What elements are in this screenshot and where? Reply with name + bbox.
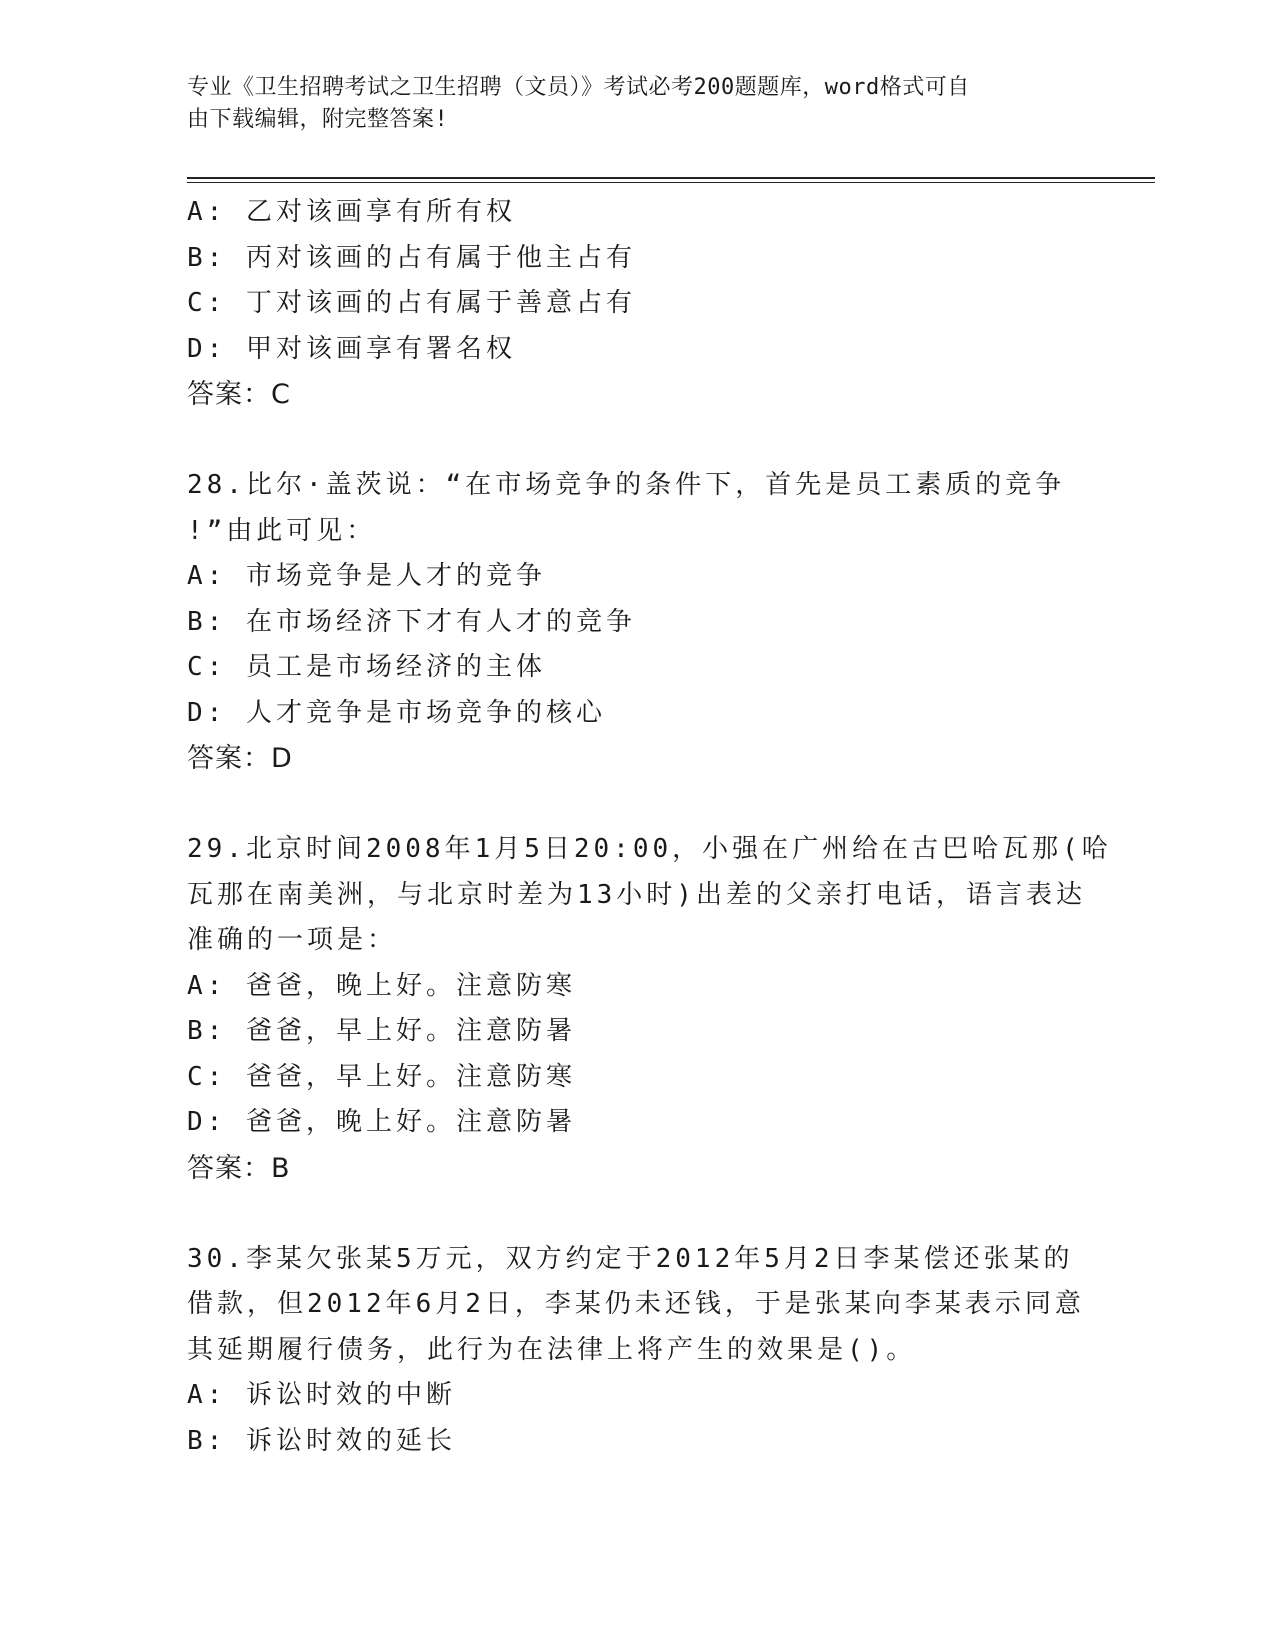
- option-a: A: 爸爸，晚上好。注意防寒: [187, 970, 576, 1001]
- document-header: [187, 72, 1067, 136]
- option-c: C: 爸爸，早上好。注意防寒: [187, 1061, 576, 1092]
- header-line: 由下载编辑，附完整答案!: [187, 107, 449, 132]
- option-b: B: 爸爸，早上好。注意防暑: [187, 1016, 576, 1046]
- answer-line: 答案：B: [187, 1152, 291, 1184]
- question-stem: 瓦那在南美洲，与北京时差为13小时)出差的父亲打电话，语言表达: [187, 879, 1086, 910]
- question-stem: !”由此可见：: [187, 515, 377, 546]
- header-divider: [187, 177, 1155, 179]
- spacer: [187, 782, 1087, 828]
- question-block: [187, 1237, 1087, 1465]
- option-b: B: 诉讼时效的延长: [187, 1425, 456, 1456]
- question-list: [187, 190, 1112, 1464]
- question-stem: 30.李某欠张某5万元，双方约定于2012年5月2日李某偿还张某的: [187, 1243, 1074, 1274]
- question-stem: 其延期履行债务，此行为在法律上将产生的效果是()。: [187, 1334, 917, 1365]
- option-a: A: 市场竞争是人才的竞争: [187, 561, 546, 591]
- question-stem: 29.北京时间2008年1月5日20:00，小强在广州给在古巴哈瓦那(哈: [187, 834, 1112, 864]
- header-line: 专业《卫生招聘考试之卫生招聘（文员）》考试必考200题题库，word格式可自: [187, 75, 970, 100]
- question-stem: 借款，但2012年6月2日，李某仍未还钱，于是张某向李某表示同意: [187, 1289, 1085, 1319]
- spacer: [187, 1191, 1087, 1237]
- option-c: C: 员工是市场经济的主体: [187, 652, 546, 682]
- option-d: D: 人才竞争是市场竞争的核心: [187, 697, 606, 728]
- question-stem: 准确的一项是：: [187, 925, 398, 955]
- option-b: B: 丙对该画的占有属于他主占有: [187, 242, 636, 273]
- question-block: [187, 827, 1112, 1191]
- spacer: [187, 418, 1087, 464]
- question-block: [187, 190, 1087, 418]
- question-block: [187, 463, 1087, 782]
- option-b: B: 在市场经济下才有人才的竞争: [187, 606, 636, 637]
- option-a: A: 诉讼时效的中断: [187, 1380, 456, 1410]
- question-stem: 28.比尔·盖茨说：“在市场竞争的条件下，首先是员工素质的竞争: [187, 470, 1066, 500]
- option-d: D: 爸爸，晚上好。注意防暑: [187, 1107, 576, 1137]
- option-a: A: 乙对该画享有所有权: [187, 197, 516, 227]
- answer-line: 答案：C: [187, 379, 291, 410]
- answer-line: 答案：D: [187, 743, 293, 774]
- option-d: D: 甲对该画享有署名权: [187, 333, 516, 364]
- header-divider-thin: [187, 182, 1155, 183]
- option-c: C: 丁对该画的占有属于善意占有: [187, 288, 636, 318]
